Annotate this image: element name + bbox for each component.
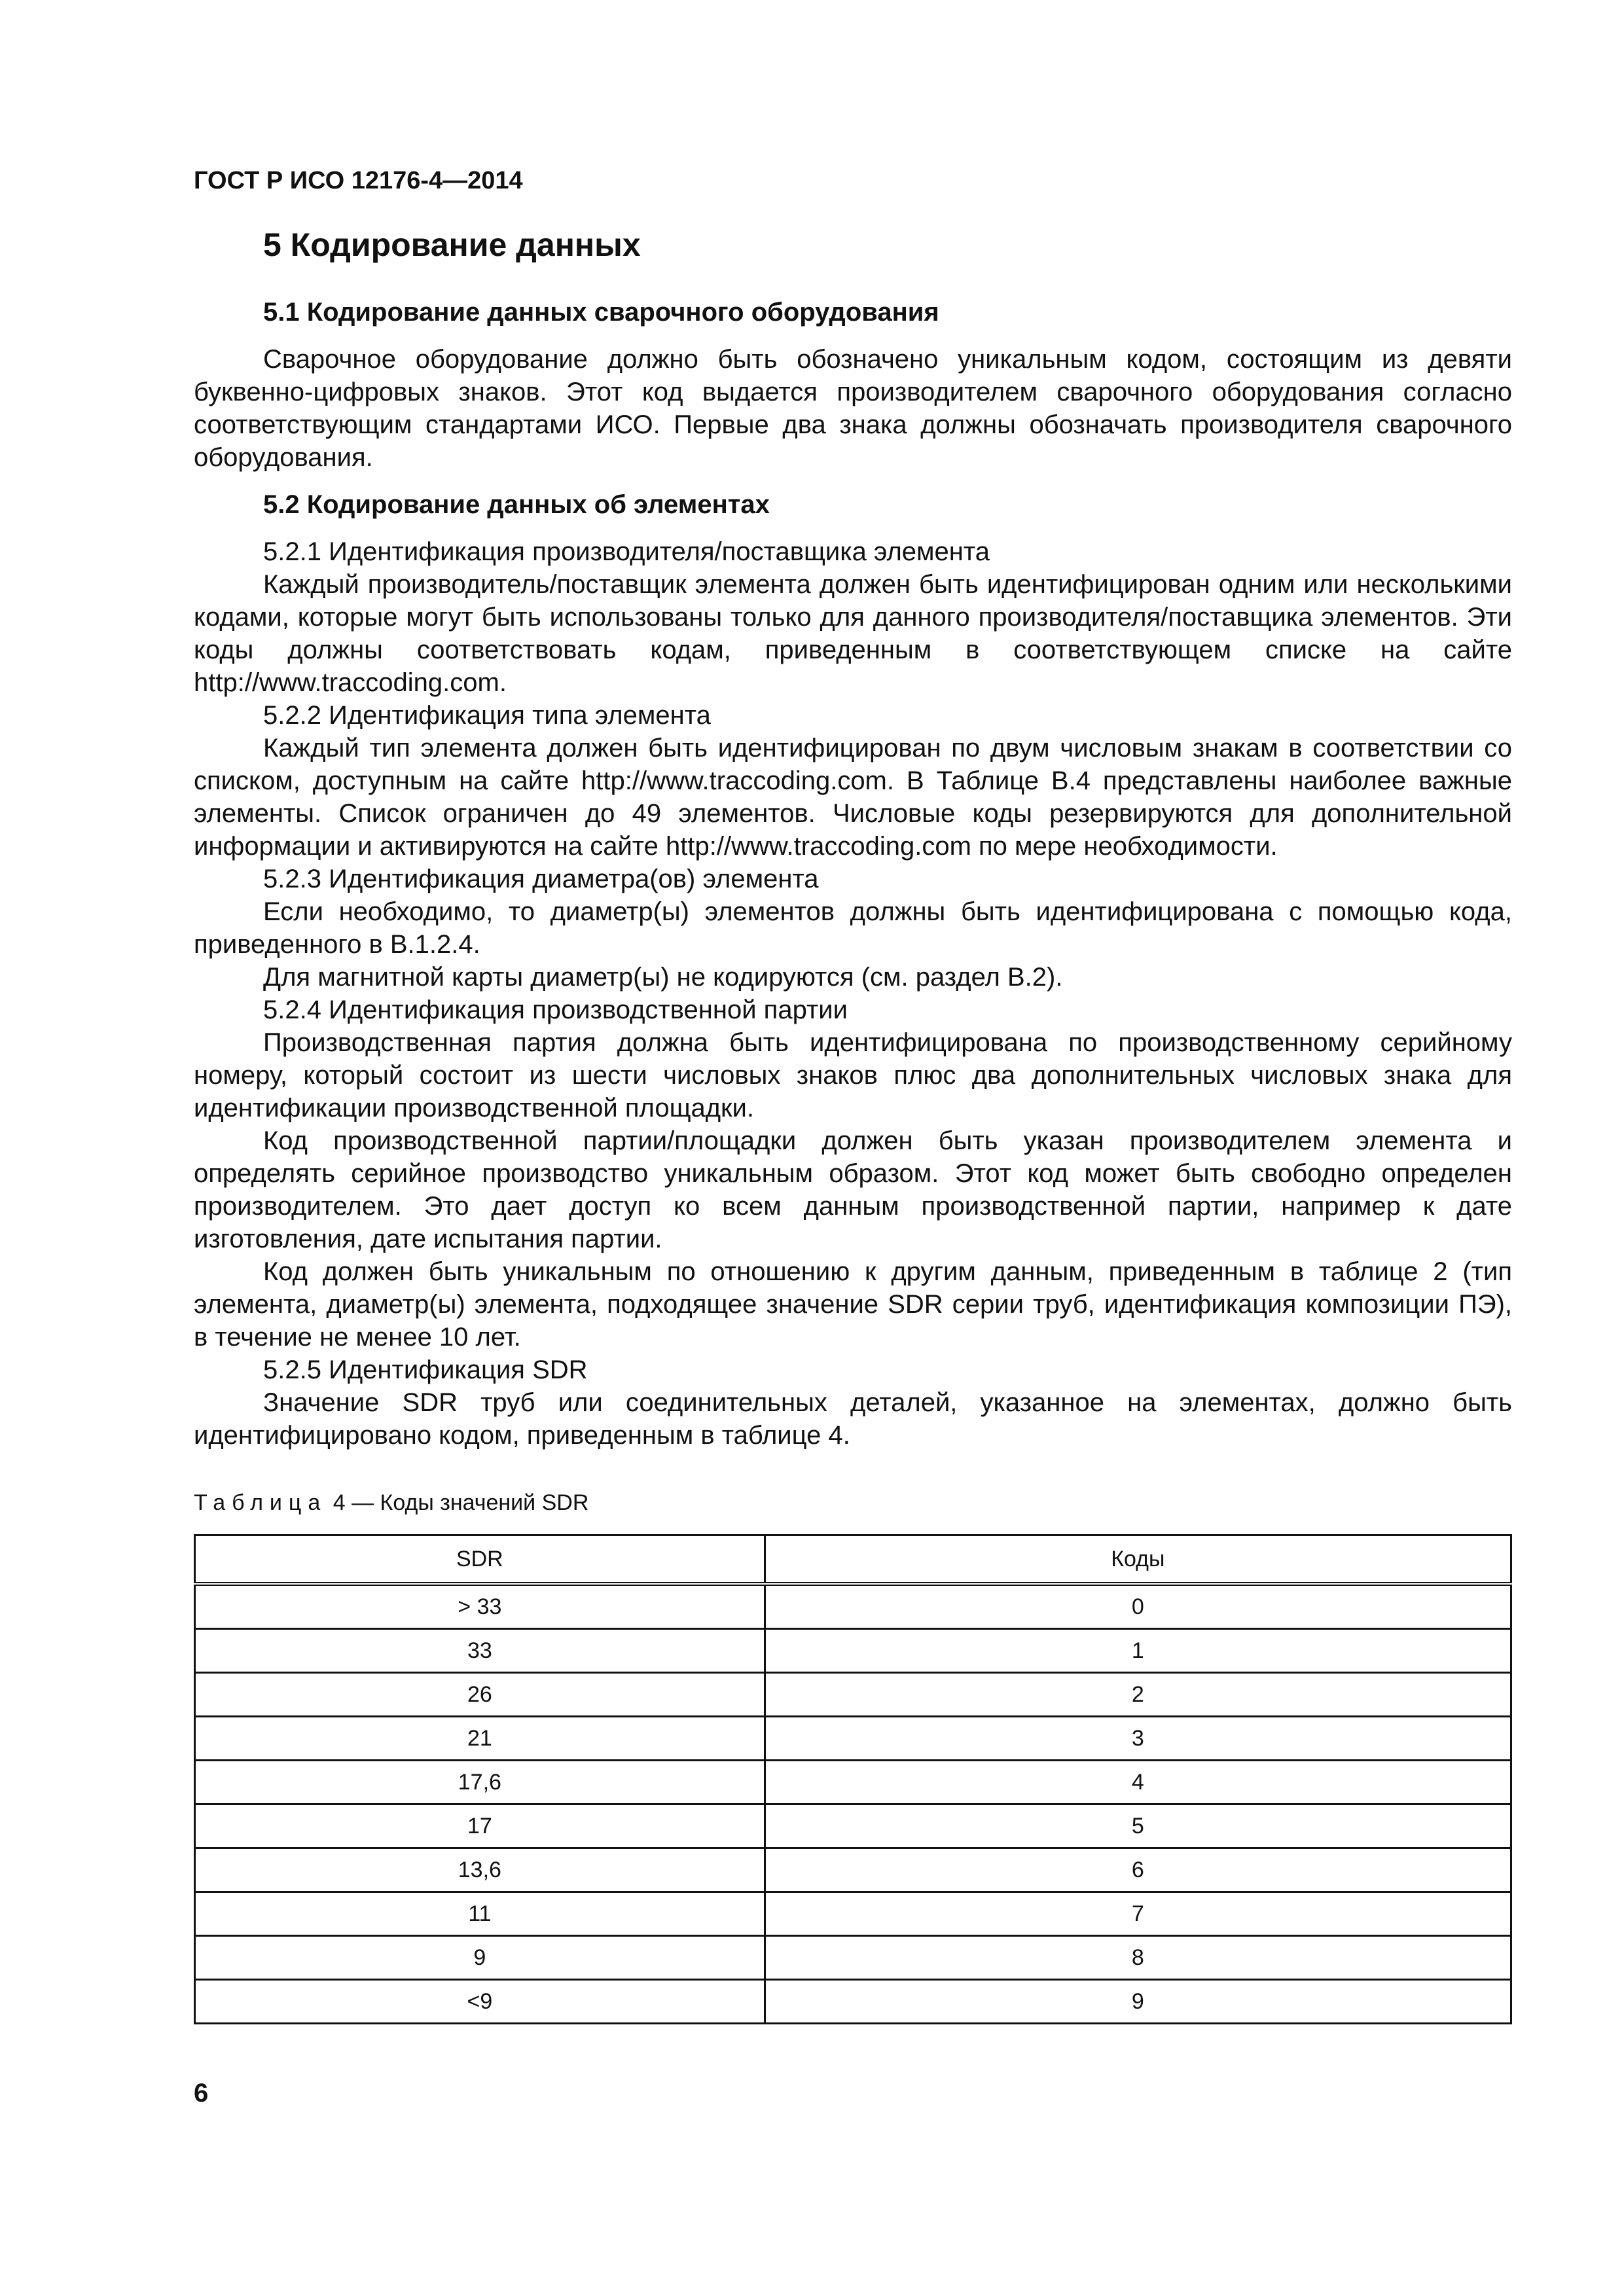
table-caption-text: 4 — Коды значений SDR [327, 1490, 589, 1515]
table-row [195, 1804, 1511, 1848]
code-cell: 8 [765, 1936, 1511, 1980]
sdr-cell: <9 [195, 1980, 765, 2024]
sdr-cell: 13,6 [195, 1848, 765, 1892]
sdr-cell: 26 [195, 1673, 765, 1717]
code-cell: 4 [765, 1761, 1511, 1804]
paragraph-5-2-4a: Производственная партия должна быть идентифицирована по производственному серийному номеру, который состоит из шести числовых знаков плюс два дополнительных числовых знака для идентификации производственной площадки. [194, 1028, 1512, 1122]
paragraph-5-2-4c: Код должен быть уникальным по отношению к другим данным, приведенным в таблице 2 (тип элемента, диаметр(ы) элемента, подходящее значение SDR серии труб, идентификация композиции ПЭ), в течение не менее 10 лет. [194, 1257, 1512, 1352]
table-row [195, 1936, 1511, 1980]
code-cell: 5 [765, 1804, 1511, 1848]
paragraph-5-2-2: Каждый тип элемента должен быть идентифицирован по двум числовым знакам в соответствии со списком, доступным на сайте http://www.traccoding.com. В Таблице В.4 представлены наиболее важные элементы. Список ограничен до 49 элементов. Числовые коды резервируются для дополнительной информации и активируются на сайте http://www.traccoding.com по мере необходимости. [194, 734, 1512, 861]
table-row [195, 1629, 1511, 1673]
column-header-codes: Коды [765, 1535, 1511, 1585]
sdr-cell: 17 [195, 1804, 765, 1848]
sdr-cell: 17,6 [195, 1761, 765, 1804]
sdr-cell: 9 [195, 1936, 765, 1980]
column-header-sdr: SDR [195, 1535, 765, 1585]
code-cell: 0 [765, 1584, 1511, 1629]
table-row [195, 1761, 1511, 1804]
paragraph-5-2-3a: Если необходимо, то диаметр(ы) элементов должны быть идентифицирована с помощью кода, приведенного в В.1.2.4. [194, 897, 1512, 959]
table-row [195, 1980, 1511, 2024]
table-row [195, 1717, 1511, 1761]
document-header: ГОСТ Р ИСО 12176-4—2014 [194, 167, 523, 194]
paragraph-5-2-4b: Код производственной партии/площадки должен быть указан производителем элемента и определять серийное производство уникальным образом. Этот код может быть свободно определен производителем. Это дает доступ ко всем данным производственной партии, например к дате изготовления, дате испытания партии. [194, 1126, 1512, 1253]
sdr-codes-table [194, 1534, 1512, 2024]
document-body [194, 216, 1512, 1452]
paragraph-5-2-1: Каждый производитель/поставщик элемента должен быть идентифицирован одним или несколькими кодами, которые могут быть использованы только для данного производителя/поставщика элементов. Эти коды должны соответствовать кодам, приведенным в соответствующем списке на сайте http://www.traccoding.com. [194, 570, 1512, 697]
sdr-cell: > 33 [195, 1584, 765, 1629]
sdr-cell: 21 [195, 1717, 765, 1761]
code-cell: 7 [765, 1892, 1511, 1936]
sdr-cell: 11 [195, 1892, 765, 1936]
subsection-title-5-2: 5.2 Кодирование данных об элементах [263, 490, 770, 519]
paragraph-5-2-3b: Для магнитной карты диаметр(ы) не кодируются (см. раздел В.2). [263, 963, 1063, 992]
clause-title-5-2-5: 5.2.5 Идентификация SDR [263, 1355, 588, 1384]
code-cell: 6 [765, 1848, 1511, 1892]
table-row [195, 1584, 1511, 1629]
subsection-title-5-1: 5.1 Кодирование данных сварочного оборудования [263, 298, 939, 327]
clause-title-5-2-2: 5.2.2 Идентификация типа элемента [263, 701, 711, 730]
table-caption [194, 1488, 588, 1517]
code-cell: 3 [765, 1717, 1511, 1761]
clause-title-5-2-4: 5.2.4 Идентификация производственной партии [263, 996, 848, 1024]
sdr-cell: 33 [195, 1629, 765, 1673]
clause-title-5-2-3: 5.2.3 Идентификация диаметра(ов) элемента [263, 865, 819, 893]
paragraph-5-2-5: Значение SDR труб или соединительных деталей, указанное на элементах, должно быть идентифицировано кодом, приведенным в таблице 4. [194, 1388, 1512, 1450]
table-caption-label: Таблица [194, 1490, 327, 1515]
table-row [195, 1892, 1511, 1936]
clause-title-5-2-1: 5.2.1 Идентификация производителя/поставщика элемента [263, 537, 990, 566]
paragraph-5-1: Сварочное оборудование должно быть обозначено уникальным кодом, состоящим из девяти буквенно-цифровых знаков. Этот код выдается производителем сварочного оборудования согласно соответствующим стандартами ИСО. Первые два знака должны обозначать производителя сварочного оборудования. [194, 345, 1512, 472]
code-cell: 9 [765, 1980, 1511, 2024]
page-number: 6 [194, 2079, 209, 2108]
table-row [195, 1848, 1511, 1892]
table-row [195, 1673, 1511, 1717]
code-cell: 1 [765, 1629, 1511, 1673]
code-cell: 2 [765, 1673, 1511, 1717]
section-title: 5 Кодирование данных [263, 226, 641, 263]
table-header-row [195, 1535, 1511, 1585]
